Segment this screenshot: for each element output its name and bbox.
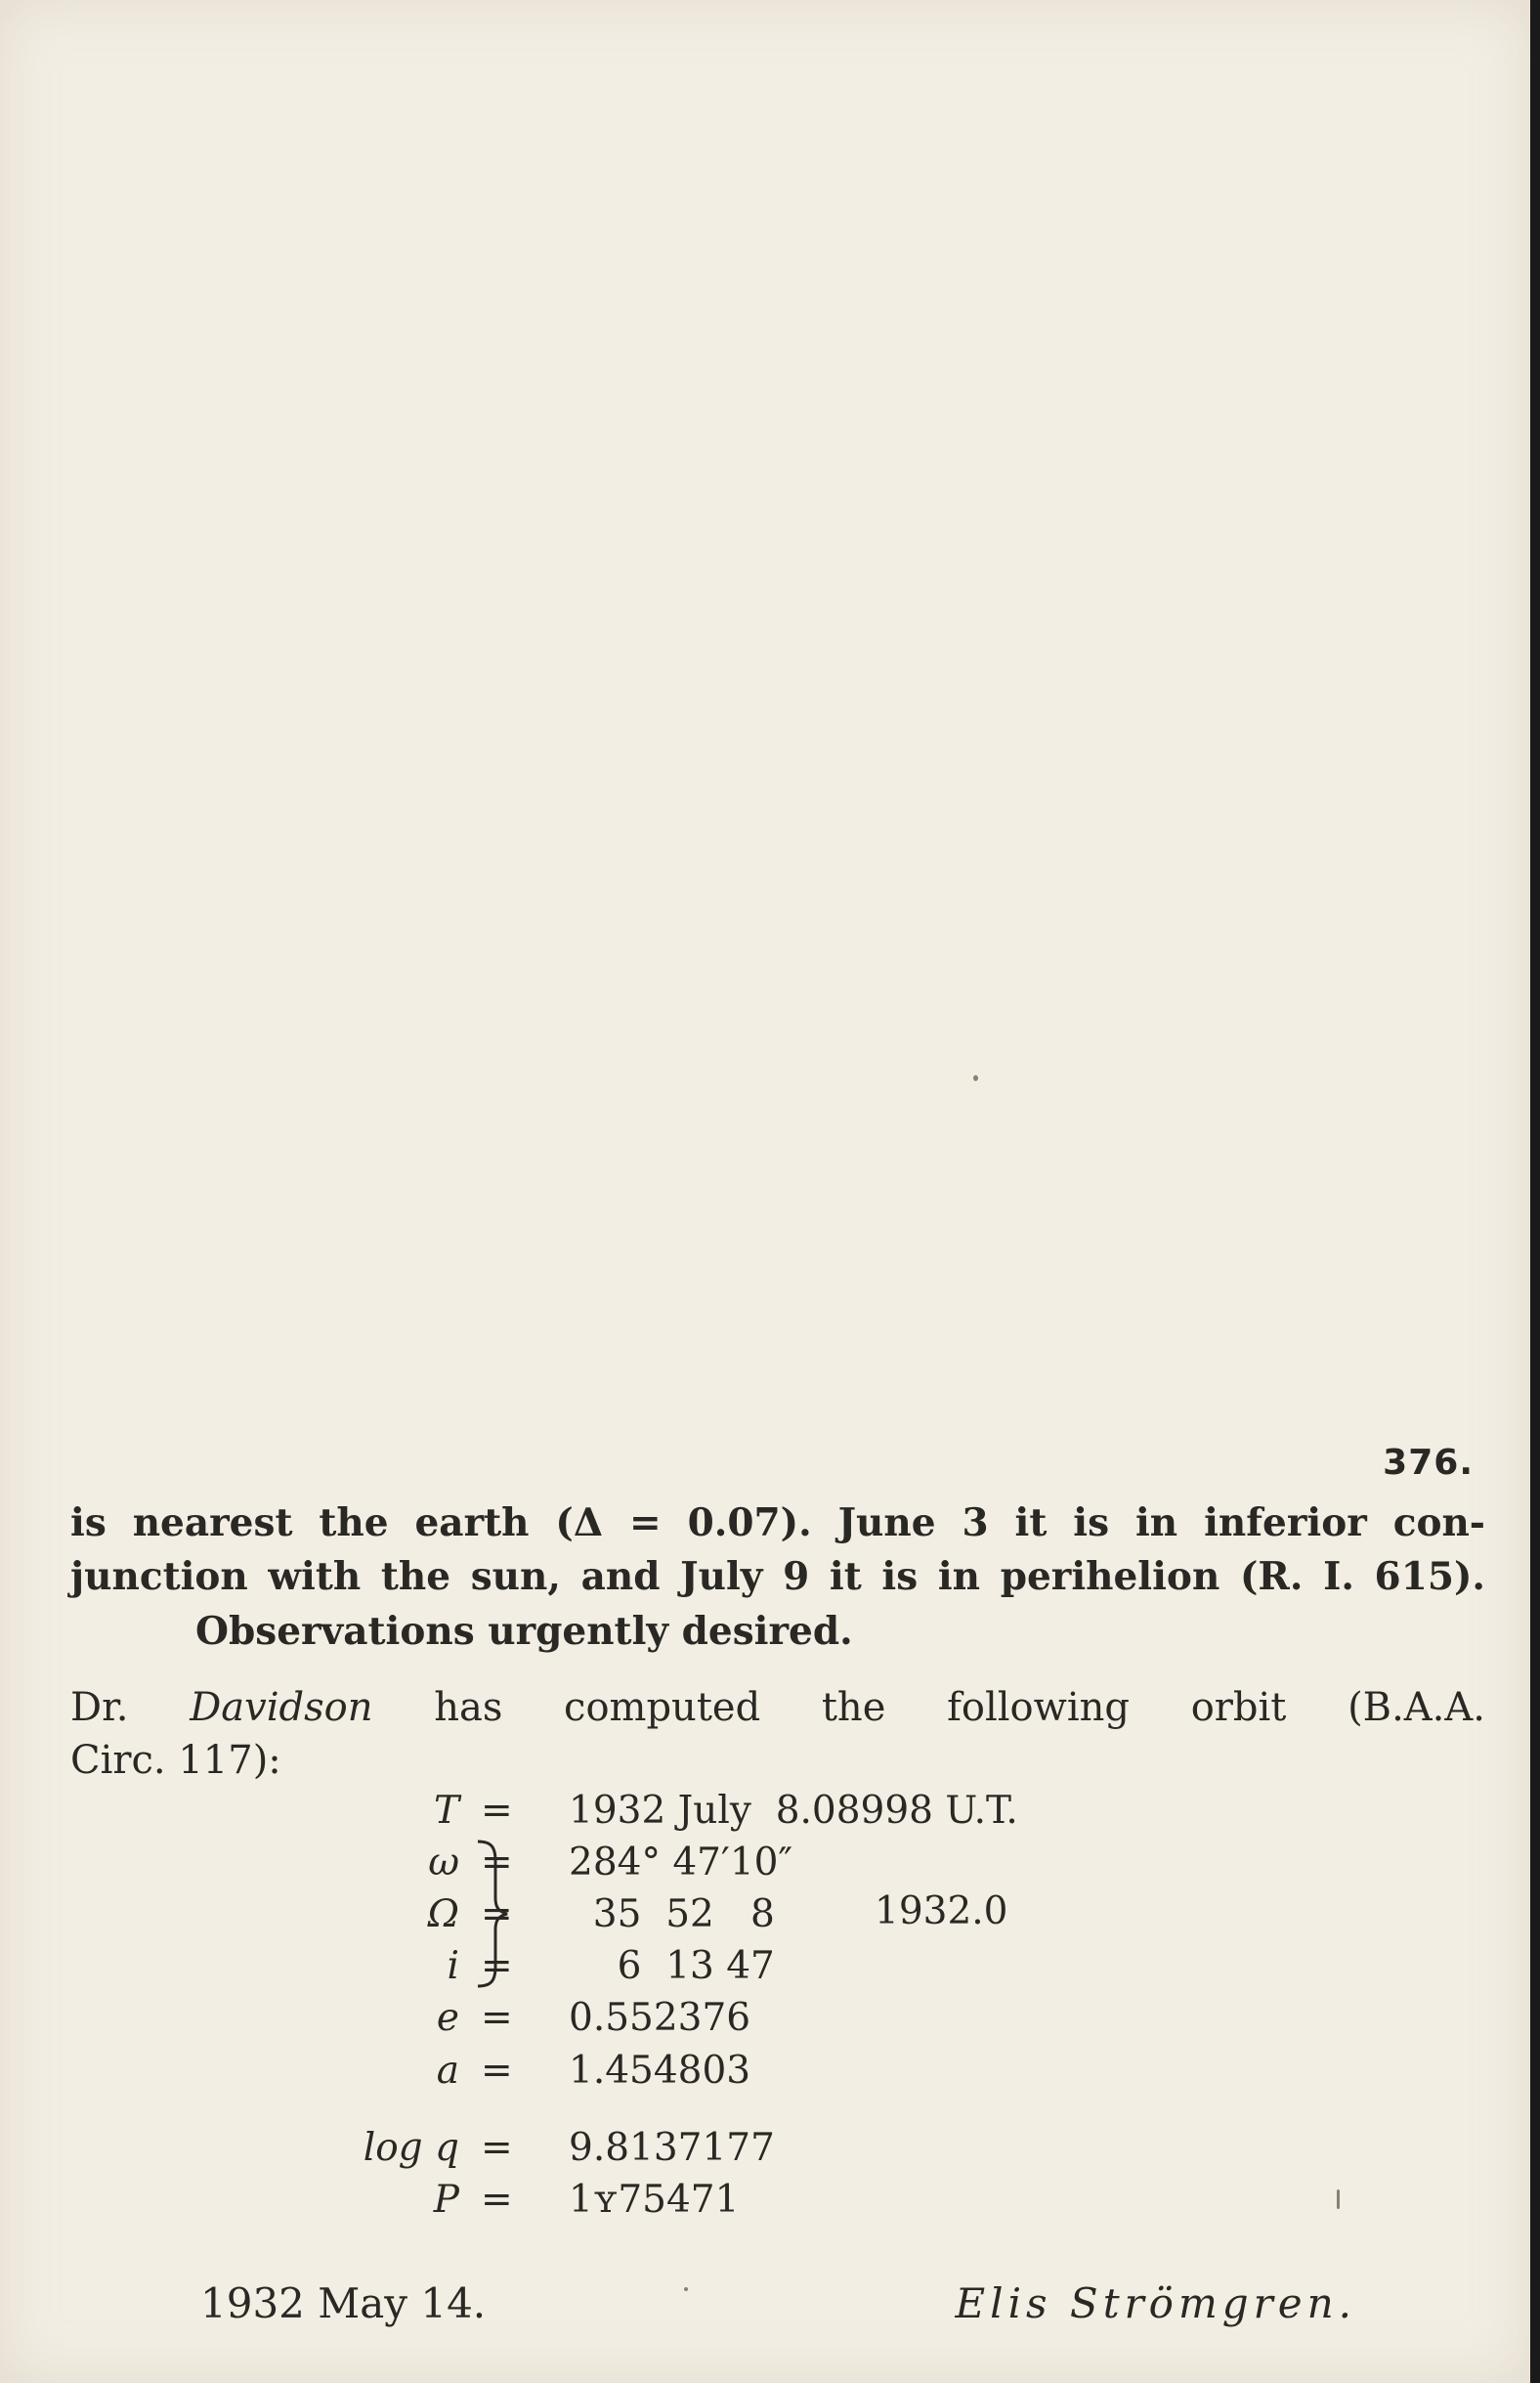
author-name: Davidson [190, 1685, 373, 1730]
paragraph-line [70, 1685, 1485, 1730]
paragraph-line: Circ. 117): [70, 1738, 281, 1783]
equals-sign: = [481, 1841, 513, 1885]
orbit-row [342, 1789, 1221, 1838]
orbit-value: 35 52 8 [569, 1892, 775, 1936]
equals-sign: = [481, 1892, 513, 1936]
orbit-row [342, 1996, 1221, 2045]
equals-sign: = [481, 2126, 513, 2170]
orbit-symbol: T [433, 1789, 459, 1833]
orbit-symbol: ω [428, 1841, 459, 1885]
paper-speck [1337, 2189, 1340, 2209]
equals-sign: = [481, 1944, 513, 1988]
paper-speck [684, 2287, 688, 2291]
orbit-symbol: log q [363, 2126, 459, 2170]
paper-speck [973, 1075, 978, 1081]
orbit-symbol: e [436, 1996, 459, 2040]
equals-sign: = [481, 2178, 513, 2222]
paragraph-line: Observations urgently desired. [195, 1609, 853, 1654]
equals-sign: = [481, 2049, 513, 2093]
page-number: 376. [1383, 1443, 1474, 1483]
paragraph-line: is nearest the earth (Δ = 0.07). June 3 it is in inferior con- [70, 1500, 1485, 1545]
footer-date: 1932 May 14. [200, 2279, 487, 2327]
text-span: Dr. [70, 1685, 191, 1730]
orbit-value: 0.552376 [569, 1996, 751, 2040]
orbit-symbol: P [433, 2178, 459, 2222]
right-brace-icon [474, 1838, 513, 1990]
text-span: has computed the following orbit (B.A.A. [372, 1685, 1485, 1730]
signature: Elis Strömgren. [955, 2279, 1356, 2327]
orbit-value: 1932 July 8.08998 U.T. [569, 1789, 1018, 1833]
equals-sign: = [481, 1789, 513, 1833]
epoch-label: 1932.0 [875, 1889, 1008, 1933]
orbit-row [342, 2178, 1221, 2227]
orbit-symbol: Ω [427, 1892, 459, 1936]
orbit-value: 1ʏ75471 [569, 2178, 740, 2222]
paragraph-line: junction with the sun, and July 9 it is in perihelion (R. I. 615). [70, 1554, 1485, 1599]
orbit-value: 1.454803 [569, 2049, 751, 2093]
orbit-value: 9.8137177 [569, 2126, 775, 2170]
orbit-value: 284° 47′10″ [569, 1841, 793, 1885]
orbit-row [342, 2126, 1221, 2175]
orbit-symbol: i [447, 1944, 459, 1988]
orbit-value: 6 13 47 [569, 1944, 775, 1988]
equals-sign: = [481, 1996, 513, 2040]
orbit-row [342, 2049, 1221, 2098]
orbit-symbol: a [436, 2049, 459, 2093]
